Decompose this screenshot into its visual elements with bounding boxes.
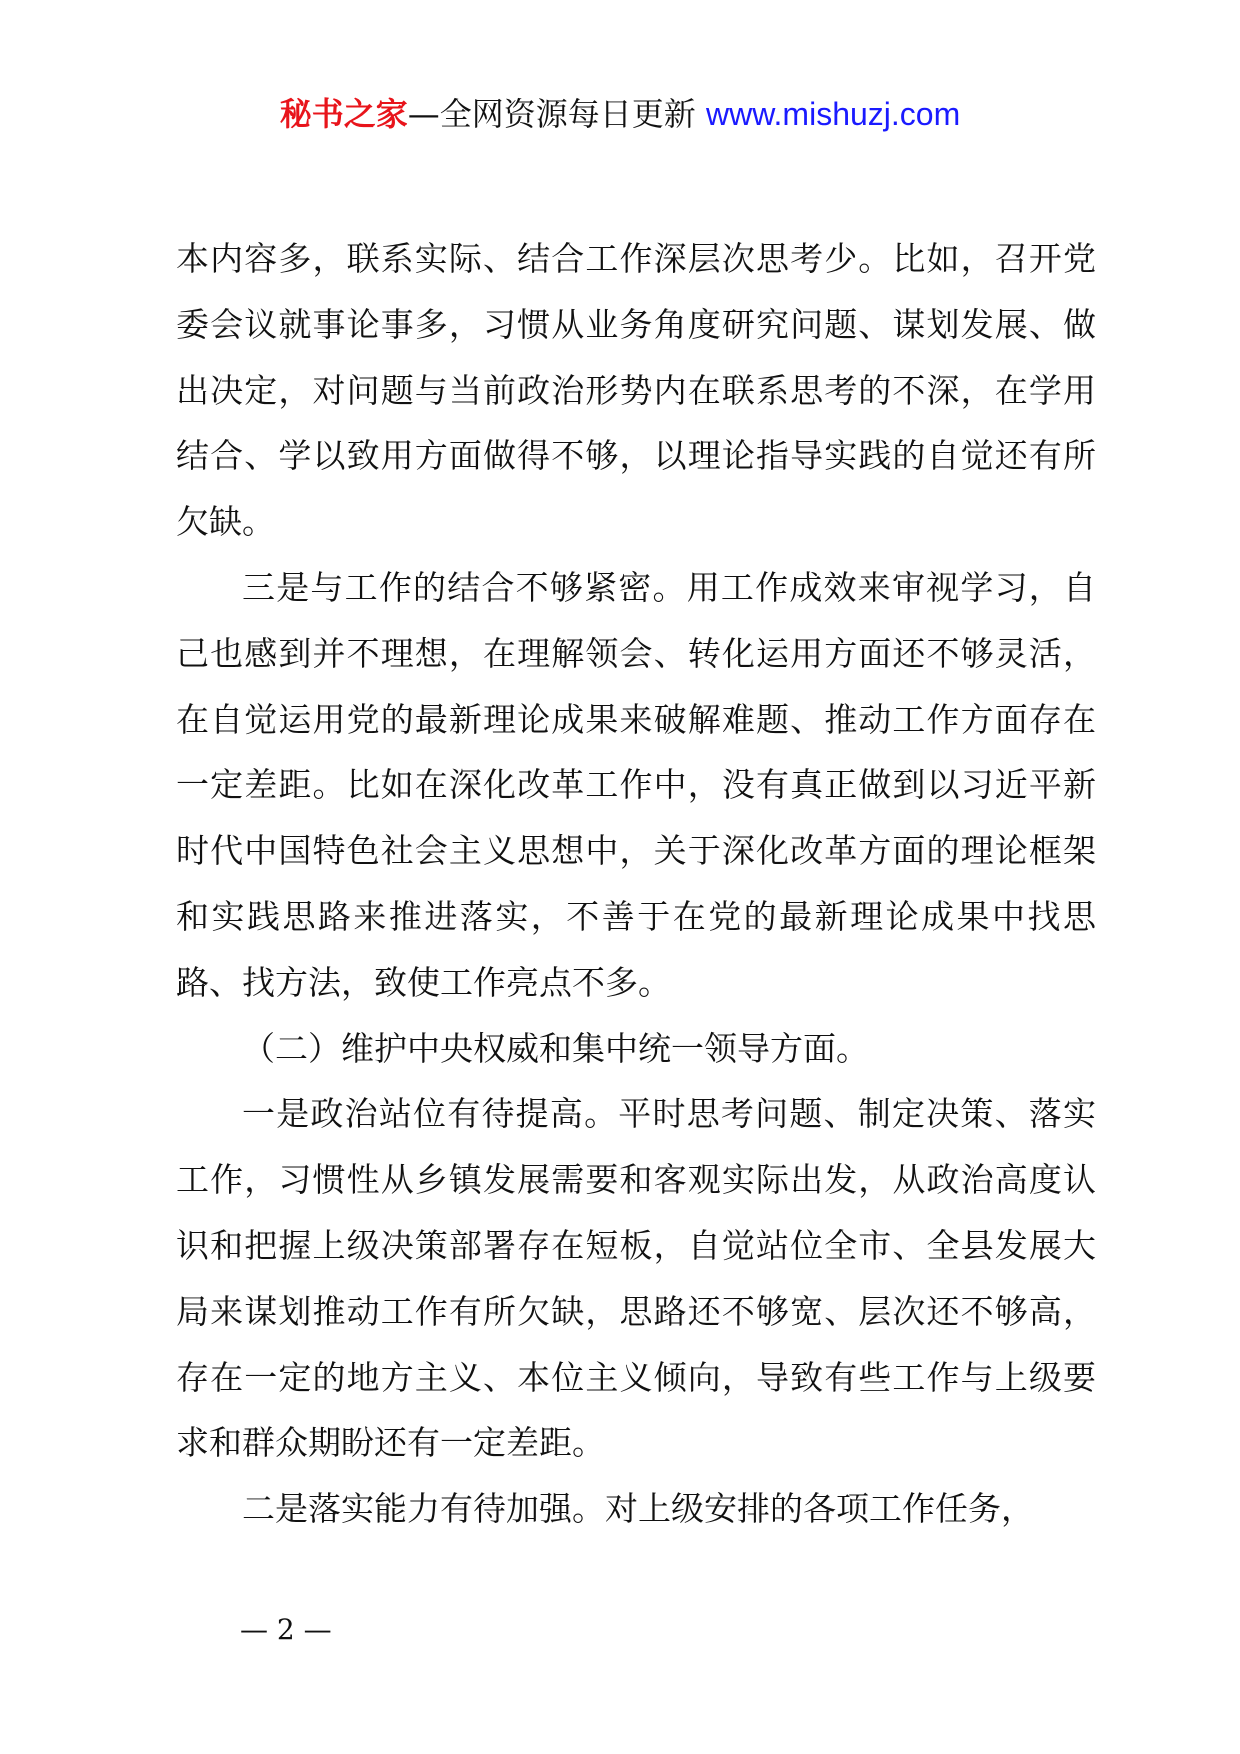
site-brand: 秘书之家 — [279, 95, 408, 133]
site-header — [0, 94, 1240, 134]
document-body — [176, 226, 1096, 1542]
paragraph-point-three: 三是与工作的结合不够紧密。用工作成效来审视学习，自己也感到并不理想，在理解领会、转化运用方面还不够灵活，在自觉运用党的最新理论成果来破解难题、推动工作方面存在一定差距。比如在深化改革工作中，没有真正做到以习近平新时代中国特色社会主义思想中，关于深化改革方面的理论框架和实践思路来推进落实，不善于在党的最新理论成果中找思路、找方法，致使工作亮点不多。 — [176, 567, 1096, 1002]
paragraph-continuation: 本内容多，联系实际、结合工作深层次思考少。比如，召开党委会议就事论事多，习惯从业务角度研究问题、谋划发展、做出决定，对问题与当前政治形势内在联系思考的不深，在学用结合、学以致用方面做得不够，以理论指导实践的自觉还有所欠缺。 — [176, 239, 1096, 542]
paragraph-point-one: 一是政治站位有待提高。平时思考问题、制定决策、落实工作，习惯性从乡镇发展需要和客观实际出发，从政治高度认识和把握上级决策部署存在短板，自觉站位全市、全县发展大局来谋划推动工作有所欠缺，思路还不够宽、层次还不够高，存在一定的地方主义、本位主义倾向，导致有些工作与上级要求和群众期盼还有一定差距。 — [176, 1094, 1096, 1463]
site-tagline: —全网资源每日更新 — [407, 95, 706, 133]
site-url[interactable]: www.mishuzj.com — [705, 96, 961, 132]
paragraph-point-two: 二是落实能力有待加强。对上级安排的各项工作任务， — [242, 1489, 1034, 1529]
page-number: — 2 — — [240, 1613, 332, 1646]
section-heading: （二）维护中央权威和集中统一领导方面。 — [242, 1028, 869, 1068]
